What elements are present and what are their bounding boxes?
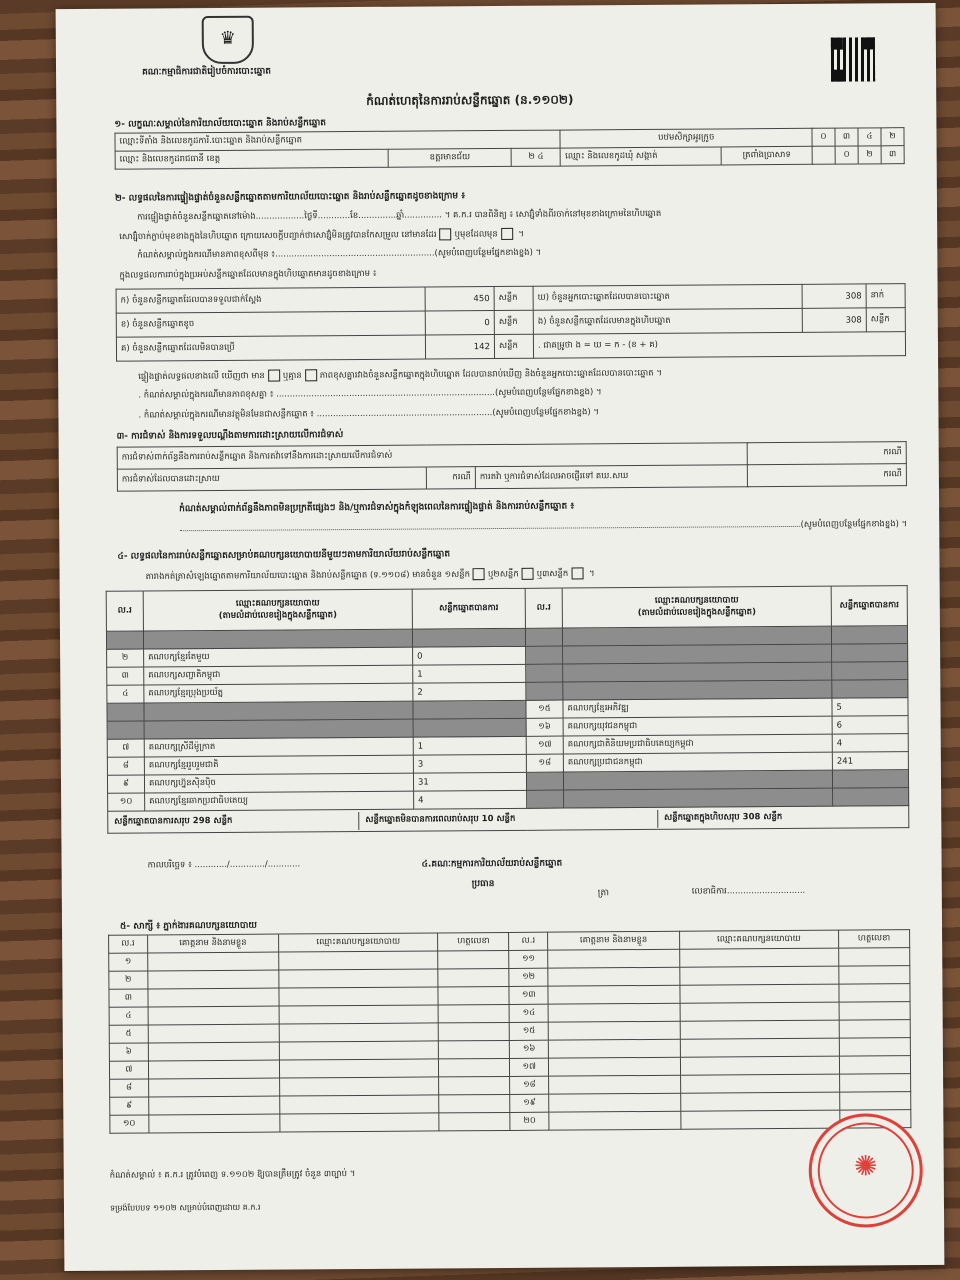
- witness-entry-cell[interactable]: [679, 966, 838, 985]
- witness-entry-cell[interactable]: [439, 1094, 510, 1112]
- province-value: ឧត្តរមានជ័យ: [388, 148, 512, 167]
- witness-entry-cell[interactable]: [438, 986, 509, 1004]
- witness-entry-cell[interactable]: [439, 1058, 510, 1076]
- unit: សន្លឹក: [494, 334, 533, 358]
- code-digit: ២: [858, 146, 881, 164]
- total-invalid: សន្លឹកឆ្នោតមិនបានការពេលរាប់សរុប 10 សន្លឹក: [359, 809, 658, 829]
- forwarded-objection: ការតវ៉ា ឬការជំទាស់ដែលអាចផ្ញើរទៅ គឃ.សឃ: [475, 465, 747, 489]
- witness-entry-cell[interactable]: [148, 988, 279, 1007]
- witness-entry-cell[interactable]: [147, 970, 278, 989]
- nec-emblem-icon: ♛: [202, 16, 254, 64]
- party-votes-cell: [832, 662, 908, 681]
- unit: នាក់: [866, 284, 905, 308]
- witness-entry-cell[interactable]: [839, 1074, 910, 1092]
- witness-entry-cell[interactable]: [279, 1059, 438, 1078]
- date-line: កាលបរិច្ឆេទ ៖ ............/............./............: [147, 859, 301, 871]
- witness-col-header: ហត្ថលេខា: [438, 932, 509, 950]
- code-digit: ៣: [835, 128, 858, 146]
- witness-number: ៨: [110, 1079, 149, 1097]
- unit: សន្លឹក: [866, 308, 905, 332]
- location-value: បឋមសិក្សាអូរក្រូច: [560, 128, 812, 148]
- totals-row: [108, 806, 909, 834]
- witness-entry-cell[interactable]: [279, 1023, 438, 1042]
- witness-entry-cell[interactable]: [439, 1112, 510, 1130]
- witness-entry-cell[interactable]: [549, 1111, 680, 1130]
- witness-entry-cell[interactable]: [148, 1114, 279, 1133]
- col-votes: សន្លឹកឆ្នោតបានការ: [412, 588, 525, 629]
- witness-entry-cell[interactable]: [839, 1002, 910, 1020]
- verify-time-line: ការផ្ទៀងផ្ទាត់ចំនួនសន្លឹកឆ្នោតនៅម៉ោង..................ថ្ងៃទី............ខែ..............ឆ្នាំ.............. ។ គ.ក.រ បានពិនិត្យ ៖ សោរ្ស៊ុំទាំងពីរចាក់នៅមុខខាងក្រោមនៃហិបឆ្នោត: [137, 208, 662, 223]
- code-spacer: [812, 146, 835, 164]
- party-no-cell: ៧: [107, 739, 144, 757]
- party-name-cell: [563, 662, 832, 682]
- witness-number: ១៣: [509, 986, 548, 1004]
- party-name-cell: គណបក្សខ្មែររួបរួមជាតិ: [144, 755, 413, 775]
- party-no-cell: ១៦: [526, 718, 563, 736]
- unit: សន្លឹក: [494, 286, 533, 310]
- party-no-cell: [526, 682, 563, 700]
- office-signature-title: ៤.គណៈកម្មការការិយាល័យរាប់សន្លឹកឆ្នោត: [421, 858, 563, 870]
- witness-number: ១១: [509, 950, 548, 968]
- witness-number: ៥: [109, 1025, 148, 1043]
- party-votes-cell: 1: [413, 664, 526, 683]
- witness-entry-cell[interactable]: [280, 1077, 439, 1096]
- party-no-cell: [527, 790, 564, 808]
- ballots-in-box-label: ង) ចំនួនសន្លឹកឆ្នោតដែលមានក្នុងហិបឆ្នោត: [533, 308, 802, 334]
- party-name-cell: គណបក្សខ្មែរអភិវឌ្ឍ: [563, 698, 832, 718]
- form-title: កំណត់ហេតុនៃការរាប់សន្លឹកឆ្នោត (ន.១១០២): [366, 92, 574, 108]
- witness-entry-cell[interactable]: [279, 1041, 438, 1060]
- party-name-cell: [143, 629, 412, 649]
- witness-entry-cell[interactable]: [548, 967, 679, 986]
- witness-col-header: ហត្ថលេខា: [838, 930, 909, 948]
- party-votes-cell: 4: [832, 734, 908, 753]
- col-party: ឈ្មោះគណបក្សនយោបាយ (តាមលំដាប់លេខរៀងក្នុងសន្លឹកឆ្នោត): [143, 589, 412, 631]
- witness-col-header: គោត្តនាម និងនាមខ្លួន: [147, 934, 278, 953]
- witness-col-header: គោត្តនាម និងនាមខ្លួន: [548, 931, 679, 950]
- witness-entry-cell[interactable]: [680, 1056, 839, 1075]
- party-no-cell: ១០: [108, 793, 145, 811]
- party-name-cell: គណបក្សជាតិនិយមប្រជាធិបតេយ្យកម្ពុជា: [563, 734, 832, 754]
- witness-entry-cell[interactable]: [680, 1038, 839, 1057]
- witness-entry-cell[interactable]: [438, 1022, 509, 1040]
- voters-label: ឃ) ចំនួនអ្នកបោះឆ្នោតដែលបានបោះឆ្នោត: [533, 284, 802, 310]
- witness-number: ១: [109, 953, 148, 971]
- official-seal-stamp: ✺: [808, 1113, 923, 1228]
- witness-number: ៧: [109, 1061, 148, 1079]
- witness-entry-cell[interactable]: [680, 1110, 839, 1129]
- checkbox[interactable]: [440, 228, 452, 240]
- witness-entry-cell[interactable]: [279, 987, 438, 1006]
- witness-entry-cell[interactable]: [680, 1074, 839, 1093]
- witness-entry-cell[interactable]: [439, 1040, 510, 1058]
- witness-entry-cell[interactable]: [840, 1092, 911, 1110]
- witness-entry-cell[interactable]: [147, 952, 278, 971]
- irregularity-line: (សូមបំពេញបន្ថែមផ្នែកខាងខ្នង) ។: [117, 519, 907, 537]
- non-ballot-note: . កំណត់សម្គាល់ក្នុងករណីមានវត្ថុមិនមែនជាសន្លឹកឆ្នោត ៖ .................................................................(សូមបំពេញបន្ថែមផ្នែកខាងខ្នង) ។: [138, 407, 600, 421]
- section1-heading: ១- លក្ខណៈសម្គាល់នៃការិយាល័យបោះឆ្នោត និងរាប់សន្លឹកឆ្នោត: [114, 118, 327, 130]
- party-name-cell: គណបក្សខ្មែរតែមួយ: [144, 647, 413, 667]
- witness-number: ៣: [109, 989, 148, 1007]
- party-results-table: [106, 585, 910, 834]
- checkbox[interactable]: [522, 568, 534, 580]
- witness-entry-cell[interactable]: [279, 969, 438, 988]
- case-label: ករណី: [426, 467, 475, 489]
- party-no-cell: [526, 664, 563, 682]
- witness-entry-cell[interactable]: [438, 950, 509, 968]
- election-form-paper: [56, 3, 945, 1271]
- party-votes-cell: [831, 626, 907, 645]
- witness-number: ១៩: [510, 1094, 549, 1112]
- party-votes-cell: [412, 628, 525, 647]
- difference-note-line: កំណត់សម្គាល់ក្នុងករណីមានភាពខុសពីមុន ៖...........................................................(សូមបំពេញបន្ថែមផ្នែកខាងខ្នង) ។: [137, 247, 542, 261]
- witness-number: ១៦: [510, 1040, 549, 1058]
- witness-entry-cell[interactable]: [680, 1002, 839, 1021]
- party-name-cell: [564, 788, 833, 808]
- party-name-cell: [562, 626, 831, 646]
- total-valid: សន្លឹកឆ្នោតបានការសរុប 298 សន្លឹក: [108, 811, 359, 831]
- checkbox[interactable]: [305, 369, 317, 381]
- witness-entry-cell[interactable]: [148, 1024, 279, 1043]
- objection-row: ការជំទាស់ពាក់ព័ន្ធនឹងការរាប់សន្លឹកឆ្នោត និងការតវ៉ាទៅនឹងការដោះស្រាយលើការជំទាស់: [117, 443, 747, 469]
- party-no-cell: ២: [107, 649, 144, 667]
- code-digit: ២: [881, 128, 904, 146]
- party-no-cell: [107, 703, 144, 721]
- party-no-cell: [525, 628, 562, 646]
- form-code: ទម្រង់បែបបទ ១១០២ សម្រាប់បំពេញដោយ គ.ក.រ: [109, 1202, 261, 1213]
- party-name-cell: គណបក្សហ្វ៊ុនស៊ិនប៉ិច: [144, 773, 413, 793]
- unit: សន្លឹក: [494, 310, 533, 334]
- witness-col-header: ឈ្មោះគណបក្សនយោបាយ: [279, 933, 438, 952]
- witness-number: ២០: [510, 1112, 549, 1130]
- col-party: ឈ្មោះគណបក្សនយោបាយ (តាមលំដាប់លេខរៀងក្នុងសន្លឹកឆ្នោត): [562, 586, 831, 628]
- witness-entry-cell[interactable]: [148, 1042, 279, 1061]
- party-no-cell: ៤: [107, 685, 144, 703]
- spoiled-label: ខ) ចំនួនសន្លឹកឆ្នោតខូច: [116, 311, 425, 337]
- witness-entry-cell[interactable]: [548, 949, 679, 968]
- party-votes-cell: 5: [832, 698, 908, 717]
- total-all: សន្លឹកឆ្នោតក្នុងហិបសរុប 308 សន្លឹក: [664, 811, 783, 823]
- party-no-cell: ១៧: [526, 736, 563, 754]
- witness-entry-cell[interactable]: [279, 951, 438, 970]
- witness-entry-cell[interactable]: [680, 1020, 839, 1039]
- section2-heading: ២- លទ្ធផលនៃការផ្ទៀងផ្ទាត់ចំនួនសន្លឹកឆ្នោតតាមការិយាល័យបោះឆ្នោត និងរាប់សន្លឹកឆ្នោតដូចខាងក្រោម ៖: [114, 191, 466, 204]
- unused-value: 142: [425, 335, 494, 359]
- footer-note: កំណត់សម្គាល់ ៖ គ.ក.រ ត្រូវបំពេញ ទ.១១០២ ឱ្យបានត្រឹមត្រូវ ចំនួន ៣ច្បាប់ ។: [109, 1169, 356, 1181]
- checkbox[interactable]: [571, 567, 583, 579]
- witness-entry-cell[interactable]: [549, 1093, 680, 1112]
- party-votes-cell: [413, 700, 526, 719]
- section5-heading: ៥- សាក្សី ៖ ភ្នាក់ងារគណបក្សនយោបាយ: [119, 920, 257, 932]
- witness-table: [108, 929, 911, 1134]
- witness-entry-cell[interactable]: [280, 1113, 439, 1132]
- committee-name: គណៈកម្មាធិការជាតិរៀបចំការបោះឆ្នោត: [142, 66, 272, 78]
- tally-sheet-line: តារាងកត់ត្រាសំឡេងឆ្នោតតាមការិយាល័យបោះឆ្នោត និងរាប់សន្លឹកឆ្នោត (ទ.១១០៨) មានចំនួន ១សន្លឹក ឬ២សន្លឹក ឬ៣សន្លឹក ។: [145, 568, 595, 582]
- code-digit: ០: [835, 146, 858, 164]
- province-code: ២ ៤: [512, 148, 561, 166]
- code-digit: ៤: [858, 128, 881, 146]
- location-label: ឈ្មោះទីតាំង និងលេខកូដការិ.បោះឆ្នោត និងរាប់សន្លឹកឆ្នោត: [115, 130, 561, 151]
- witness-number: ១៤: [509, 1004, 548, 1022]
- witness-entry-cell[interactable]: [839, 1020, 910, 1038]
- party-name-cell: គណបក្សសញ្ជាតិកម្ពុជា: [144, 665, 413, 685]
- witness-entry-cell[interactable]: [548, 1003, 679, 1022]
- code-digit: ៣: [881, 146, 904, 164]
- witness-entry-cell[interactable]: [839, 948, 910, 966]
- witness-entry-cell[interactable]: [839, 1038, 910, 1056]
- objection-table: [117, 441, 907, 492]
- party-votes-cell: [832, 680, 908, 699]
- case-label: ករណី: [747, 464, 906, 487]
- witness-number: ១៥: [509, 1022, 548, 1040]
- witness-entry-cell[interactable]: [438, 1004, 509, 1022]
- party-votes-cell: 1: [413, 736, 526, 755]
- witness-entry-cell[interactable]: [280, 1095, 439, 1114]
- witness-entry-cell[interactable]: [839, 966, 910, 984]
- party-name-cell: [563, 770, 832, 790]
- checkbox[interactable]: [268, 370, 280, 382]
- witness-entry-cell[interactable]: [148, 1078, 279, 1097]
- check-line: ផ្ទៀងផ្ទាត់លទ្ធផលខាងលើ ឃើញថា មាន ឬគ្មាន ភាពខុសគ្នារវាងចំនួនសន្លឹកឆ្នោតក្នុងហិបឆ្នោត ដែលបានរាប់ឃើញ និងចំនួនអ្នកបោះឆ្នោតដែលបានបោះឆ្នោត ។: [138, 368, 662, 383]
- party-votes-cell: 6: [832, 716, 908, 735]
- seal-line: សោរ្ស៊ុំចាក់ក្លាប់មុខខាងក្នុងនៃហិបឆ្នោត ក្រោយសេចក្តីបញ្ជាក់ថាសោរ្ស៊ុំមិនត្រូវបានកែសម្រួល នៅមានដែរ ឬមុខដែលមុន ។: [119, 229, 525, 243]
- party-rows: [106, 626, 908, 812]
- party-votes-cell: 241: [832, 752, 908, 771]
- witness-entry-cell[interactable]: [680, 984, 839, 1003]
- section1-table: [114, 127, 904, 170]
- party-no-cell: [107, 721, 144, 739]
- witness-entry-cell[interactable]: [148, 1060, 279, 1079]
- party-votes-cell: 31: [413, 772, 526, 791]
- party-votes-cell: [413, 718, 526, 737]
- witness-entry-cell[interactable]: [839, 1056, 910, 1074]
- checkbox[interactable]: [501, 228, 513, 240]
- col-no: ល.រ: [525, 588, 562, 628]
- party-no-cell: ៨: [107, 757, 144, 775]
- witness-entry-cell[interactable]: [148, 1006, 279, 1025]
- witness-col-header: ល.រ: [509, 932, 548, 950]
- party-no-cell: [526, 646, 563, 664]
- seal-label: ត្រា: [597, 888, 610, 899]
- qr-code-icon: [831, 37, 875, 81]
- party-name-cell: គណបក្សប្រជាជនកម្ពុជា: [563, 752, 832, 772]
- chair-label: ប្រធាន: [471, 879, 495, 890]
- section4-heading: ៤- លទ្ធផលនៃការរាប់សន្លឹកឆ្នោតសម្រាប់គណបក្សនយោបាយនីមួយៗតាមការិយាល័យរាប់សន្លឹកឆ្នោត: [117, 549, 451, 562]
- witness-entry-cell[interactable]: [549, 1075, 680, 1094]
- party-no-cell: ១៥: [526, 700, 563, 718]
- commune-label: ឈ្មោះ និងលេខកូដឃុំ សង្កាត់: [561, 147, 722, 166]
- witness-entry-cell[interactable]: [279, 1005, 438, 1024]
- spoiled-value: 0: [425, 311, 494, 335]
- count-table: [116, 283, 906, 362]
- party-name-cell: [563, 680, 832, 700]
- witness-entry-cell[interactable]: [438, 968, 509, 986]
- unused-label: គ) ចំនួនសន្លឹកឆ្នោតដែលមិនបានប្រើ: [116, 335, 425, 361]
- witness-entry-cell[interactable]: [680, 1092, 839, 1111]
- witness-number: ៤: [109, 1007, 148, 1025]
- received-label: ក) ចំនួនសន្លឹកឆ្នោតដែលបានទទួលជាក់ស្តែង: [116, 287, 425, 313]
- party-no-cell: ៣: [107, 667, 144, 685]
- witness-entry-cell[interactable]: [549, 1057, 680, 1076]
- witness-number: ៩: [110, 1097, 149, 1115]
- party-no-cell: ៩: [107, 775, 144, 793]
- witness-entry-cell[interactable]: [439, 1076, 510, 1094]
- difference-note: . កំណត់សម្គាល់ក្នុងករណីមានភាពខុសគ្នា ៖ .................................................................................(សូមបំពេញបន្ថែមផ្នែកខាងខ្នង) ។: [138, 387, 602, 401]
- secretary-label: លេខាធិការ.............................: [691, 885, 806, 897]
- commune-value: ត្រពាំងប្រាសាទ: [721, 146, 812, 165]
- party-votes-cell: [833, 788, 909, 807]
- witness-col-header: ឈ្មោះគណបក្សនយោបាយ: [679, 930, 838, 949]
- irregularity-heading: កំណត់សម្គាល់ពាក់ព័ន្ធនឹងភាពមិនប្រក្រតីផ្សេងៗ និង/ឬការជំទាស់ក្នុងកំឡុងពេលនៃការផ្ទៀងផ្ទាត់ និងការរាប់សន្លឹកឆ្នោត ៖: [179, 501, 575, 515]
- witness-entry-cell[interactable]: [548, 1021, 679, 1040]
- col-no: ល.រ: [106, 591, 143, 631]
- witness-number: ១០: [110, 1115, 149, 1133]
- party-name-cell: [144, 719, 413, 739]
- witness-number: ២: [109, 971, 148, 989]
- received-value: 450: [425, 287, 494, 311]
- resolved-objection: ការជំទាស់ដែលបានដោះស្រាយ: [117, 467, 426, 491]
- party-votes-cell: 2: [413, 682, 526, 701]
- party-name-cell: គណបក្សខ្មែរឆាកប្រជាធិបតេយ្យ: [145, 791, 414, 811]
- party-name-cell: គណបក្សស្រីដីម៉ូក្រាត: [144, 737, 413, 757]
- province-label: ឈ្មោះ និងលេខកូដរាជធានី ខេត្ត: [115, 149, 388, 169]
- count-intro-line: ក្នុងលទ្ធផលការរាប់ក្នុងប្រអប់សន្លឹកឆ្នោតដែលមានក្នុងហិបឆ្នោតមានដូចខាងក្រោម ៖: [119, 268, 377, 281]
- party-name-cell: គណបក្សយុវជនកម្ពុជា: [563, 716, 832, 736]
- witness-number: ១២: [509, 968, 548, 986]
- formula: . ជាគម្រូថា ង = ឃ = ក - (ខ + គ): [533, 332, 905, 359]
- party-name-cell: [144, 701, 413, 721]
- ballots-in-box-value: 308: [802, 308, 866, 332]
- witness-col-header: ល.រ: [109, 935, 148, 953]
- witness-entry-cell[interactable]: [839, 984, 910, 1002]
- witness-entry-cell[interactable]: [679, 948, 838, 967]
- witness-number: ៦: [109, 1043, 148, 1061]
- col-votes: សន្លឹកឆ្នោតបានការ: [831, 586, 907, 627]
- party-votes-cell: [832, 644, 908, 663]
- section3-heading: ៣- ការជំទាស់ និងការទទួលបណ្តឹងតាមការដោះស្រាយលើការជំទាស់: [116, 430, 344, 442]
- party-no-cell: ១៨: [526, 754, 563, 772]
- witness-entry-cell[interactable]: [148, 1096, 279, 1115]
- witness-number: ១៧: [510, 1058, 549, 1076]
- party-votes-cell: 0: [413, 646, 526, 665]
- code-digit: ០: [812, 128, 835, 146]
- checkbox[interactable]: [473, 568, 485, 580]
- party-no-cell: [106, 631, 143, 649]
- party-name-cell: គណបក្សខ្មែរប្រុងប្រយ័ត្ន: [144, 683, 413, 703]
- voters-value: 308: [802, 284, 866, 308]
- party-votes-cell: [832, 770, 908, 789]
- party-no-cell: [526, 772, 563, 790]
- witness-entry-cell[interactable]: [549, 1039, 680, 1058]
- witness-entry-cell[interactable]: [548, 985, 679, 1004]
- party-name-cell: [563, 644, 832, 664]
- party-votes-cell: 4: [414, 790, 527, 809]
- case-label: ករណី: [747, 442, 906, 465]
- party-votes-cell: 3: [413, 754, 526, 773]
- witness-number: ១៨: [510, 1076, 549, 1094]
